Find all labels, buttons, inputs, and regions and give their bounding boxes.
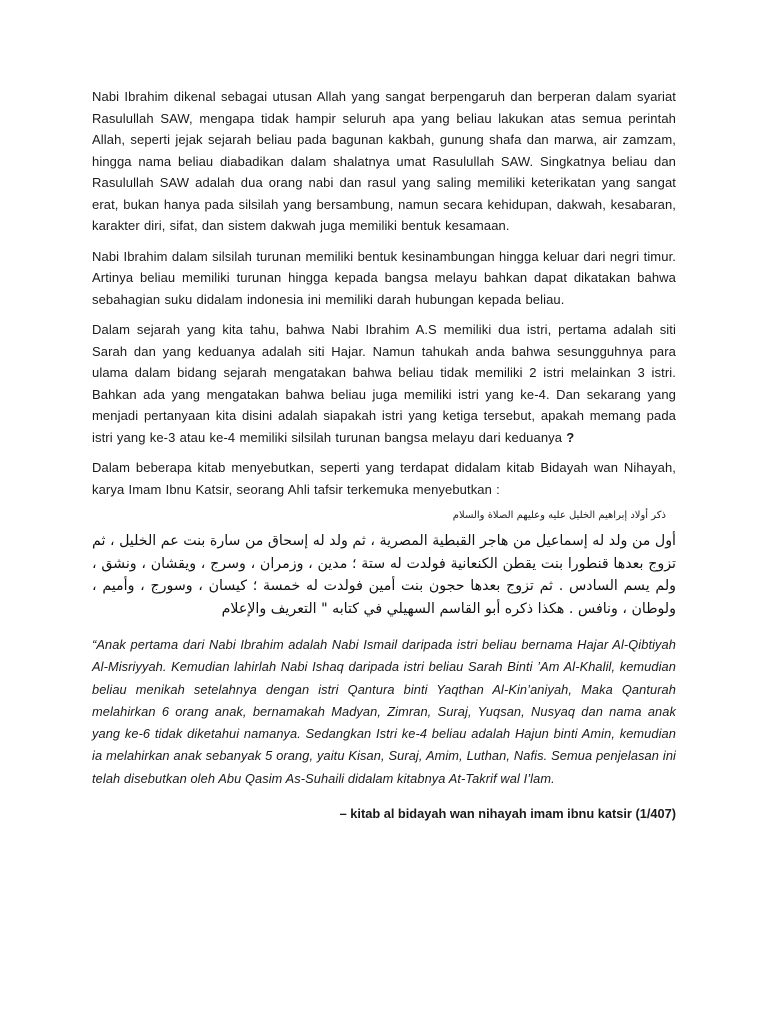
arabic-quote: أول من ولد له إسماعيل من هاجر القبطية المصرية ، ثم ولد له إسحاق من سارة بنت عم الخليل ، ثم تزوج بعدها قنطورا بنت يقطن الكنعانية فولدت له ستة ؛ مدين ، وزمران ، وسرج ، ويقشان ، ونشق ، ولم يسم السادس . ثم تزوج بعدها حجون بنت أمين فولدت له خمسة ؛ كيسان ، وسورج ، وأميم ، ولوطان ، ونافس . هكذا ذكره أبو القاسم السهيلي في كتابه " التعريف والإعلام [92,533,676,617]
source-citation: – kitab al bidayah wan nihayah imam ibnu katsir (1/407) [339,806,676,822]
paragraph-wives-text: Dalam sejarah yang kita tahu, bahwa Nabi Ibrahim A.S memiliki dua istri, pertama adalah siti Sarah dan yang keduanya adalah siti Hajar. Namun tahukah anda bahwa sesungguhnya para ulama dalam bidang sejarah mengatakan bahwa beliau tidak memiliki 2 istri melainkan 3 istri. Bahkan ada yang mengatakan bahwa beliau juga memiliki istri yang ke-4. Dan sekarang yang menjadi pertanyaan kita disini adalah siapakah istri yang ketiga tersebut, apakah memang pada istri yang ke-3 atau ke-4 memiliki silsilah turunan bangsa melayu dari keduanya [92,322,676,445]
document-page [92,86,676,824]
paragraph-wives [92,319,676,448]
question-mark: ? [562,429,575,445]
arabic-heading: ذكر أولاد إبراهيم الخليل عليه وعليهم الصلاة والسلام [452,510,666,521]
paragraph-intro: Nabi Ibrahim dikenal sebagai utusan Allah yang sangat berpengaruh dan berperan dalam syariat Rasulullah SAW, mengapa tidak hampir seluruh apa yang beliau lakukan atas semua perintah Allah, seperti jejak sejarah beliau pada bagunan kakbah, gunung shafa dan marwa, air zamzam, hingga nama beliau diabadikan dalam shalatnya umat Rasulullah SAW. Singkatnya beliau dan Rasulullah SAW adalah dua orang nabi dan rasul yang saling memiliki keterikatan yang sangat erat, bukan hanya pada silsilah yang bersambung, namun secara kehidupan, dakwah, kesabaran, karakter diri, sifat, dan sistem dakwah juga memiliki bentuk kesamaan. [92,89,676,233]
paragraph-lineage: Nabi Ibrahim dalam silsilah turunan memiliki bentuk kesinambungan hingga keluar dari negri timur. Artinya beliau memiliki turunan hingga kepada bangsa melayu bahkan dapat dikatakan bahwa sebahagian suku didalam indonesia ini memiliki darah hubungan kepada beliau. [92,248,676,307]
translation-paragraph: “Anak pertama dari Nabi Ibrahim adalah Nabi Ismail daripada istri beliau bernama Hajar Al-Qibtiyah Al-Misriyyah. Kemudian lahirlah Nabi Ishaq daripada istri beliau Sarah Binti ’Am Al-Khalil, kemudian beliau menikah setelahnya dengan istri Qantura binti Yaqthan Al-Kin’aniyah, Maka Qanturah melahirkan 6 orang anak, bernamakah Madyan, Zimran, Suraj, Yuqsan, Nusyaq dan nama anak yang ke-6 tidak diketahui namanya. Sedangkan Istri ke-4 beliau adalah Hajun binti Amin, kemudian ia melahirkan anak sebanyak 5 orang, yaitu Kisan, Suraj, Amim, Luthan, Nafis. Semua penjelasan ini telah disebutkan oleh Abu Qasim As-Suhaili didalam kitabnya At-Takrif wal I’lam. [92,637,676,786]
paragraph-kitab: Dalam beberapa kitab menyebutkan, seperti yang terdapat didalam kitab Bidayah wan Nihayah, karya Imam Ibnu Katsir, seorang Ahli tafsir terkemuka menyebutkan : [92,460,676,497]
